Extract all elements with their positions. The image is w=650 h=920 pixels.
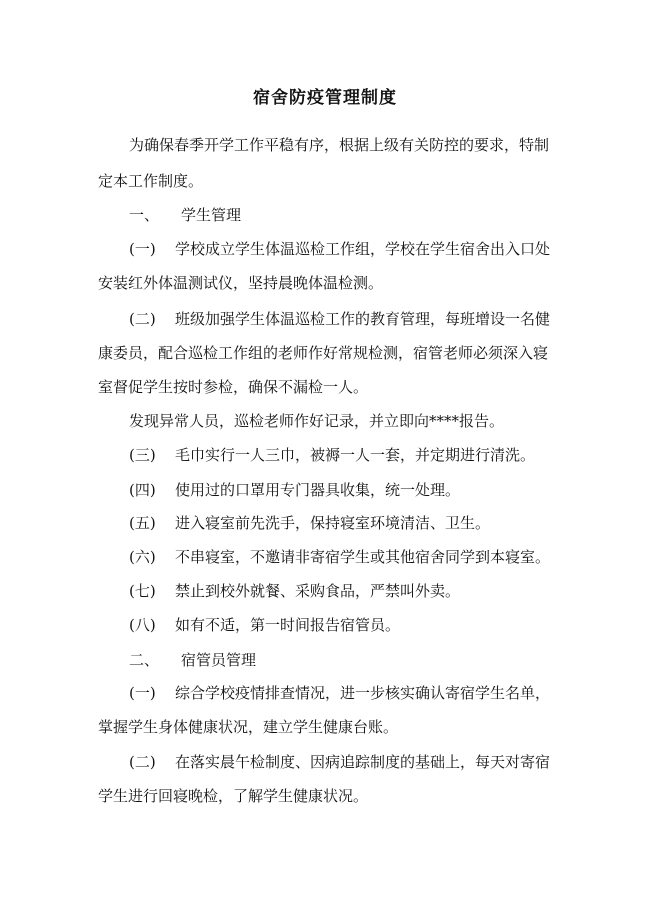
item-4-text: 使用过的口罩用专门器具收集，统一处理。	[175, 481, 461, 499]
item-5	[129, 513, 490, 533]
item-8	[129, 615, 400, 635]
item-1-line-1	[129, 239, 550, 259]
section-1-heading	[129, 205, 241, 225]
item-10-label: (二)	[129, 753, 156, 771]
item-9-line-2: 掌握学生身体健康状况，建立学生健康台账。	[98, 718, 399, 736]
item-2-line-2: 康委员，配合巡检工作组的老师作好常规检测，宿管老师必须深入寝	[98, 344, 549, 362]
item-2-line-1	[129, 309, 550, 329]
section-2-title: 宿管员管理	[181, 651, 257, 669]
item-9-label: (一)	[129, 684, 156, 702]
document-title: 宿舍防疫管理制度	[253, 88, 397, 108]
item-6-text: 不串寝室，不邀请非寄宿学生或其他宿舍同学到本寝室。	[175, 548, 551, 566]
item-6	[129, 547, 550, 567]
item-4-label: (四)	[129, 481, 156, 499]
section-1-number: 一、	[129, 206, 160, 224]
item-1-label: (一)	[129, 240, 156, 258]
intro-line-2: 定本工作制度。	[98, 172, 204, 190]
item-8-text: 如有不适，第一时间报告宿管员。	[175, 616, 401, 634]
section-1-title: 学生管理	[181, 206, 242, 224]
item-3-text: 毛巾实行一人三巾，被褥一人一套，并定期进行清洗。	[175, 446, 536, 464]
item-2-line-3: 室督促学生按时参检，确保不漏检一人。	[98, 378, 369, 396]
item-9-text: 综合学校疫情排查情况，进一步核实确认寄宿学生名单，	[175, 684, 551, 702]
item-10-text: 在落实晨午检制度、因病追踪制度的基础上，每天对寄宿	[175, 753, 551, 771]
item-6-label: (六)	[129, 548, 156, 566]
item-5-text: 进入寝室前先洗手，保持寝室环境清洁、卫生。	[175, 514, 491, 532]
section-2-number: 二、	[129, 651, 160, 669]
item-3-label: (三)	[129, 446, 156, 464]
item-1-text: 学校成立学生体温巡检工作组，学校在学生宿舍出入口处	[175, 240, 551, 258]
item-7-text: 禁止到校外就餐、采购食品，严禁叫外卖。	[175, 582, 461, 600]
item-9-line-1	[129, 683, 550, 703]
item-10-line-2: 学生进行回寝晚检，了解学生健康状况。	[98, 787, 369, 805]
item-4	[129, 480, 460, 500]
item-1-line-2: 安装红外体温测试仪，坚持晨晚体温检测。	[98, 274, 384, 292]
item-2-label: (二)	[129, 310, 156, 328]
exception-report-note: 发现异常人员，巡检老师作好记录，并立即向****报告。	[129, 412, 505, 430]
item-2-text: 班级加强学生体温巡检工作的教育管理，每班增设一名健	[175, 310, 551, 328]
item-5-label: (五)	[129, 514, 156, 532]
intro-line-1: 为确保春季开学工作平稳有序，根据上级有关防控的要求，特制	[129, 136, 550, 154]
item-8-label: (八)	[129, 616, 156, 634]
item-3	[129, 445, 535, 465]
item-7-label: (七)	[129, 582, 156, 600]
section-2-heading	[129, 650, 256, 670]
item-10-line-1	[129, 752, 550, 772]
item-7	[129, 581, 460, 601]
